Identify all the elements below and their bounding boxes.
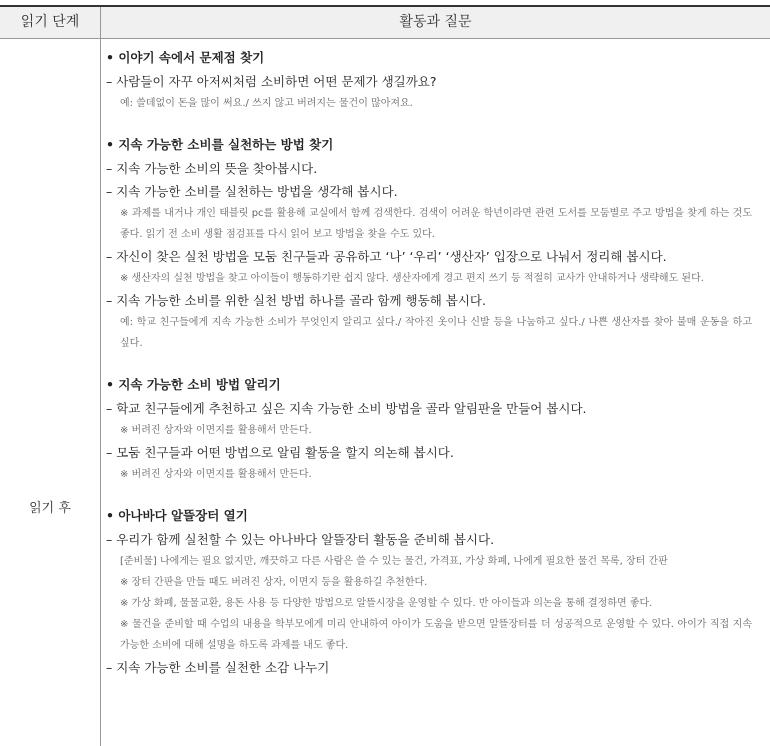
- teacher-note: ※ 물건을 준비할 때 수업의 내용을 학부모에게 미리 안내하여 아이가 도움을 받으면 알뜰장터를 더 성공적으로 운영할 수 있다. 아이가 직접 지속 가능한 소비에 대해 설명을 하도록 과제를 내도 좋다.: [120, 619, 752, 651]
- header-activity-column: 활동과 질문: [399, 14, 472, 30]
- teacher-note: ※ 생산자의 실천 방법을 찾고 아이들이 행동하기란 쉽지 않다. 생산자에게 경고 편지 쓰기 등 적절히 교사가 안내하거나 생략해도 된다.: [120, 273, 704, 284]
- section-title: • 지속 가능한 소비 방법 알리기: [106, 377, 281, 392]
- activity-question: – 지속 가능한 소비를 실천하는 방법을 생각해 봅시다.: [106, 184, 398, 199]
- column-divider: [100, 7, 101, 746]
- activity-question: – 학교 친구들에게 추천하고 싶은 지속 가능한 소비 방법을 골라 알림판을 만들어 봅시다.: [106, 401, 587, 416]
- teacher-note: ※ 버려진 상자와 이면지를 활용해서 만든다.: [120, 469, 312, 480]
- header-stage-column: 읽기 단계: [20, 14, 80, 30]
- activity-content: [106, 46, 752, 679]
- example-note: 예: 쓸데없이 돈을 많이 써요./ 쓰지 않고 버려지는 물건이 많아져요.: [120, 98, 413, 109]
- teacher-note: ※ 버려진 상자와 이면지를 활용해서 만든다.: [120, 425, 312, 436]
- example-note: 예: 학교 친구들에게 지속 가능한 소비가 무엇인지 알리고 싶다./ 작아진 옷이나 신발 등을 나눔하고 싶다./ 나쁜 생산자를 찾아 불매 운동을 하고 싶다.: [120, 317, 752, 349]
- section-title: • 이야기 속에서 문제점 찾기: [106, 50, 265, 65]
- teacher-note: ※ 가상 화폐, 물물교환, 용돈 사용 등 다양한 방법으로 알뜰시장을 운영할 수 있다. 반 아이들과 의논을 통해 결정하면 좋다.: [120, 598, 653, 609]
- section-title: • 아나바다 알뜰장터 열기: [106, 508, 248, 523]
- stage-cell: 읽기 후: [29, 501, 71, 516]
- activity-question: – 우리가 함께 실천할 수 있는 아나바다 알뜰장터 활동을 준비해 봅시다.: [106, 532, 495, 547]
- activity-question: – 모둠 친구들과 어떤 방법으로 알림 활동을 할지 의논해 봅시다.: [106, 445, 454, 460]
- activity-question: – 사람들이 자꾸 아저씨처럼 소비하면 어떤 문제가 생길까요?: [106, 74, 437, 89]
- activity-question: – 지속 가능한 소비의 뜻을 찾아봅시다.: [106, 161, 318, 176]
- teacher-note: ※ 장터 간판을 만들 때도 버려진 상자, 이면지 등을 활용하길 추천한다.: [120, 577, 428, 588]
- table-header: [0, 7, 770, 39]
- materials-note: [준비물] 나에게는 필요 없지만, 깨끗하고 다른 사람은 쓸 수 있는 물건, 가격표, 가상 화폐, 나에게 필요한 물건 목록, 장터 간판: [120, 556, 668, 567]
- activity-question: – 자신이 찾은 실천 방법을 모둠 친구들과 공유하고 ‘나’ ‘우리’ ‘생산자’ 입장으로 나눠서 정리해 봅시다.: [106, 249, 667, 264]
- teacher-note: ※ 과제를 내거나 개인 태블릿 pc를 활용해 교실에서 함께 검색한다. 검색이 어려운 학년이라면 관련 도서를 모둠별로 주고 방법을 찾게 하는 것도 좋다. 읽기 전 소비 생활 점검표를 다시 읽어 보고 방법을 찾을 수도 있다.: [120, 208, 752, 240]
- activity-question: – 지속 가능한 소비를 실천한 소감 나누기: [106, 660, 330, 675]
- activity-question: – 지속 가능한 소비를 위한 실천 방법 하나를 골라 함께 행동해 봅시다.: [106, 293, 486, 308]
- section-title: • 지속 가능한 소비를 실천하는 방법 찾기: [106, 137, 334, 152]
